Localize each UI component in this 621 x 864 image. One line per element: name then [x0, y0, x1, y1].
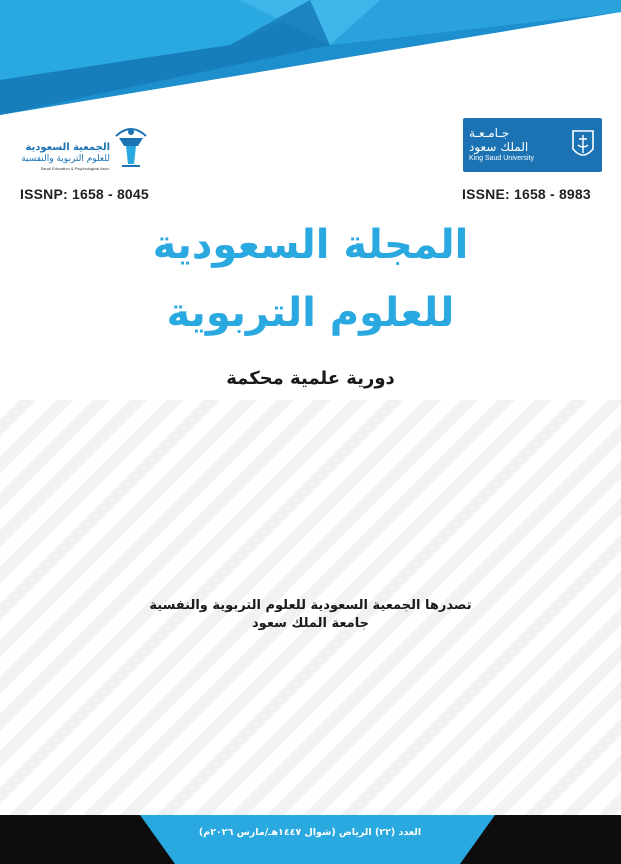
association-english-name: Saudi Education & Psychological Assn.: [40, 166, 110, 171]
association-logo: [18, 122, 148, 178]
journal-title-line2: للعلوم التربوية: [166, 290, 455, 336]
publisher-line1: تصدرها الجمعية السعودية للعلوم التربوية والنفسية: [149, 598, 472, 613]
association-arabic-line2: للعلوم التربوية والنفسية: [21, 154, 110, 164]
king-saud-university-logo: [463, 118, 602, 172]
journal-title-line1: المجلة السعودية: [152, 222, 469, 268]
ksu-english-name: King Saud University: [469, 155, 534, 162]
association-arabic-line1: الجمعية السعودية: [25, 142, 110, 153]
publisher-line2: جامعة الملك سعود: [252, 616, 369, 631]
ksu-arabic-line1: جـامـعـة: [469, 126, 510, 140]
ksu-emblem-icon: [570, 127, 596, 163]
association-emblem-icon: [112, 122, 150, 172]
top-banner: [0, 0, 621, 115]
issn-print: ISSNP: 1658 - 8045: [20, 186, 149, 202]
publisher-block: [0, 597, 621, 633]
issn-electronic: ISSNE: 1658 - 8983: [462, 186, 591, 202]
issue-info: العدد (٢٢) الرياض (شوال ١٤٤٧هـ/مارس ٢٠٢٦م): [198, 827, 422, 838]
bottom-banner: [0, 815, 621, 864]
ksu-arabic-line2: الملك سعود: [469, 140, 529, 154]
journal-subtitle: دورية علمية محكمة: [226, 368, 395, 389]
